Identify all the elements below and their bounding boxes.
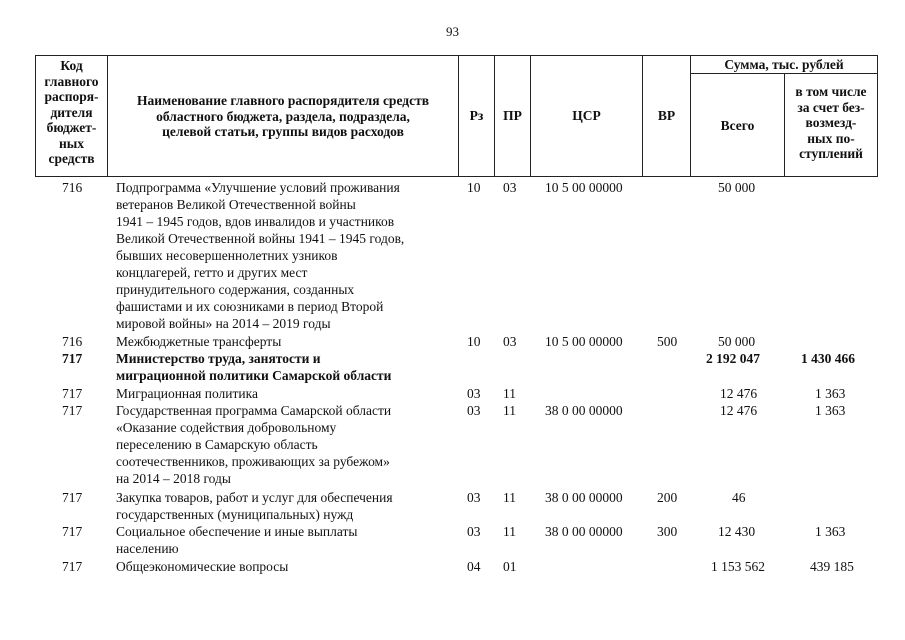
row-incl: 1 430 466 — [801, 351, 855, 366]
row-description: Государственная программа Самарской области «Оказание содействия добровольному переселению в Самарскую область соотечественников, проживающих за рубежом» на 2014 – 2018 годы — [116, 403, 392, 486]
row-pr: 11 — [503, 403, 516, 418]
row-description: Закупка товаров, работ и услуг для обеспечения государственных (муниципальных) нужд — [116, 490, 393, 522]
row-total: 12 476 — [720, 403, 758, 418]
row-rz: 03 — [467, 490, 481, 505]
row-pr: 01 — [503, 559, 517, 574]
row-description: Министерство труда, занятости и миграционной политики Самарской области — [116, 351, 392, 383]
row-code: 717 — [62, 559, 83, 574]
row-incl: 1 363 — [815, 403, 846, 418]
row-rz: 10 — [467, 180, 481, 195]
row-description: Общеэкономические вопросы — [116, 559, 289, 574]
row-total: 2 192 047 — [706, 351, 760, 366]
header-pr: ПР — [503, 108, 522, 123]
row-description: Подпрограмма «Улучшение условий проживания ветеранов Великой Отечественной войны 1941 – 1945 годов, вдов инвалидов и участников Великой Отечественной войны 1941 – 1945 годов, бывших несовершеннолетних узников концлагерей, гетто и других мест принудительного содержания, созданных фашистами и их союзниками в период Второй мировой войны» на 2014 – 2019 годы — [116, 180, 405, 331]
row-code: 716 — [62, 180, 83, 195]
row-incl: 1 363 — [815, 524, 846, 539]
row-rz: 03 — [467, 386, 481, 401]
row-csr: 38 0 00 00000 — [545, 403, 623, 418]
row-csr: 10 5 00 00000 — [545, 180, 623, 195]
row-code: 717 — [62, 490, 83, 505]
table-top-border — [35, 55, 878, 56]
row-rz: 10 — [467, 334, 481, 349]
row-code: 716 — [62, 334, 83, 349]
row-code: 717 — [62, 351, 83, 366]
row-description: Межбюджетные трансферты — [116, 334, 282, 349]
row-rz: 03 — [467, 403, 481, 418]
row-total: 46 — [732, 490, 746, 505]
header-rz: Рз — [469, 108, 484, 123]
row-pr: 03 — [503, 334, 517, 349]
row-pr: 11 — [503, 386, 516, 401]
header-csr: ЦСР — [572, 108, 601, 123]
row-pr: 03 — [503, 180, 517, 195]
header-incl: в том числе за счет без- возмезд- ных по- ступлений — [795, 84, 867, 161]
row-pr: 11 — [503, 524, 516, 539]
row-total: 50 000 — [718, 334, 756, 349]
row-csr: 10 5 00 00000 — [545, 334, 623, 349]
row-rz: 04 — [467, 559, 481, 574]
row-total: 50 000 — [718, 180, 756, 195]
row-description: Миграционная политика — [116, 386, 258, 401]
row-total: 12 430 — [718, 524, 756, 539]
row-code: 717 — [62, 403, 83, 418]
header-vr: ВР — [657, 108, 676, 123]
row-total: 12 476 — [720, 386, 758, 401]
row-vr: 200 — [657, 490, 678, 505]
row-description: Социальное обеспечение и иные выплаты населению — [116, 524, 358, 556]
header-sum: Сумма, тыс. рублей — [724, 57, 844, 72]
col-border-6 — [690, 55, 691, 177]
col-border-8 — [877, 55, 878, 177]
row-total: 1 153 562 — [711, 559, 765, 574]
header-total: Всего — [720, 118, 755, 133]
row-pr: 11 — [503, 490, 516, 505]
header-bottom-border — [35, 176, 878, 177]
row-code: 717 — [62, 386, 83, 401]
row-csr: 38 0 00 00000 — [545, 524, 623, 539]
page-number: 93 — [446, 24, 459, 39]
row-vr: 300 — [657, 524, 678, 539]
row-csr: 38 0 00 00000 — [545, 490, 623, 505]
row-vr: 500 — [657, 334, 678, 349]
header-name: Наименование главного распорядителя средств областного бюджета, раздела, подраздела, целевой статьи, группы видов расходов — [136, 93, 429, 139]
row-rz: 03 — [467, 524, 481, 539]
row-incl: 1 363 — [815, 386, 846, 401]
header-code: Код главного распоря- дителя бюджет- ных средств — [44, 58, 99, 166]
row-code: 717 — [62, 524, 83, 539]
row-incl: 439 185 — [810, 559, 854, 574]
